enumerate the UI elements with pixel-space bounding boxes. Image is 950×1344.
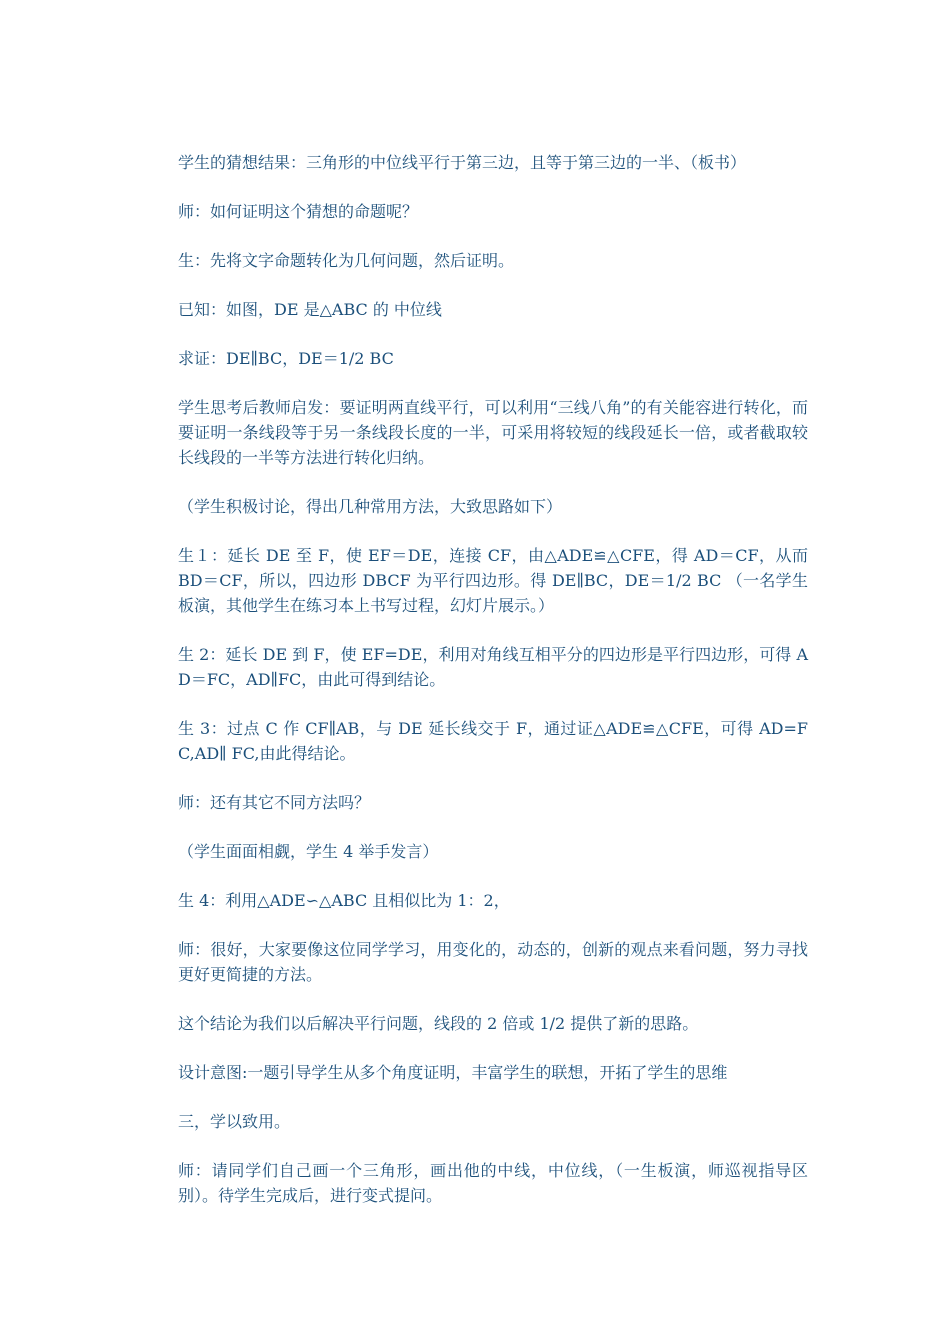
paragraph-discussion-note: （学生积极讨论，得出几种常用方法，大致思路如下） <box>178 497 563 516</box>
paragraph-conclusion: 这个结论为我们以后解决平行问题，线段的 2 倍或 1/2 提供了新的思路。 <box>178 1014 699 1033</box>
paragraph-teacher-question: 师：如何证明这个猜想的命题呢？ <box>178 202 419 221</box>
paragraph-given: 已知：如图，DE 是△ABC 的 中位线 <box>178 300 442 319</box>
document-body <box>178 150 808 1232</box>
paragraph-method-3: 生 3：过点 C 作 CF∥AB，与 DE 延长线交于 F，通过证△ADE≌△CFE，可得 AD=FC,AD∥ FC,由此得结论。 <box>178 719 808 763</box>
paragraph-method-2: 生 2：延长 DE 到 F，使 EF=DE，利用对角线互相平分的四边形是平行四边形，可得 AD＝FC，AD∥FC，由此可得到结论。 <box>178 645 808 689</box>
paragraph-teacher-other-methods: 师：还有其它不同方法吗？ <box>178 793 371 812</box>
paragraph-method-1: 生１：延长 DE 至 F，使 EF＝DE，连接 CF，由△ADE≌△CFE，得 AD＝CF，从而 BD＝CF，所以，四边形 DBCF 为平行四边形。得 DE∥BC，DE＝1/2 BC （一名学生板演，其他学生在练习本上书写过程，幻灯片展示。） <box>178 546 808 615</box>
paragraph-design-intent: 设计意图:一题引导学生从多个角度证明，丰富学生的联想，开拓了学生的思维 <box>178 1063 728 1082</box>
paragraph-conjecture-result: 学生的猜想结果：三角形的中位线平行于第三边，且等于第三边的一半、（板书） <box>178 153 747 172</box>
paragraph-teacher-hint: 学生思考后教师启发：要证明两直线平行，可以利用“三线八角”的有关能容进行转化，而要证明一条线段等于另一条线段长度的一半，可采用将较短的线段延长一倍，或者截取较长线段的一半等方法进行转化归纳。 <box>178 398 808 467</box>
paragraph-student-answer: 生：先将文字命题转化为几何问题，然后证明。 <box>178 251 515 270</box>
paragraph-teacher-task: 师：请同学们自己画一个三角形，画出他的中线，中位线，（一生板演，师巡视指导区别）。待学生完成后，进行变式提问。 <box>178 1161 808 1205</box>
paragraph-prove: 求证：DE∥BC，DE＝1/2 BC <box>178 349 394 368</box>
paragraph-method-4: 生 4：利用△ADE∽△ABC 且相似比为 1：2， <box>178 891 510 910</box>
paragraph-teacher-praise: 师：很好，大家要像这位同学学习，用变化的，动态的，创新的观点来看问题，努力寻找更好更简捷的方法。 <box>178 940 808 984</box>
section-heading-apply: 三，学以致用。 <box>178 1112 291 1131</box>
paragraph-student-4-note: （学生面面相觑，学生 4 举手发言） <box>178 842 439 861</box>
